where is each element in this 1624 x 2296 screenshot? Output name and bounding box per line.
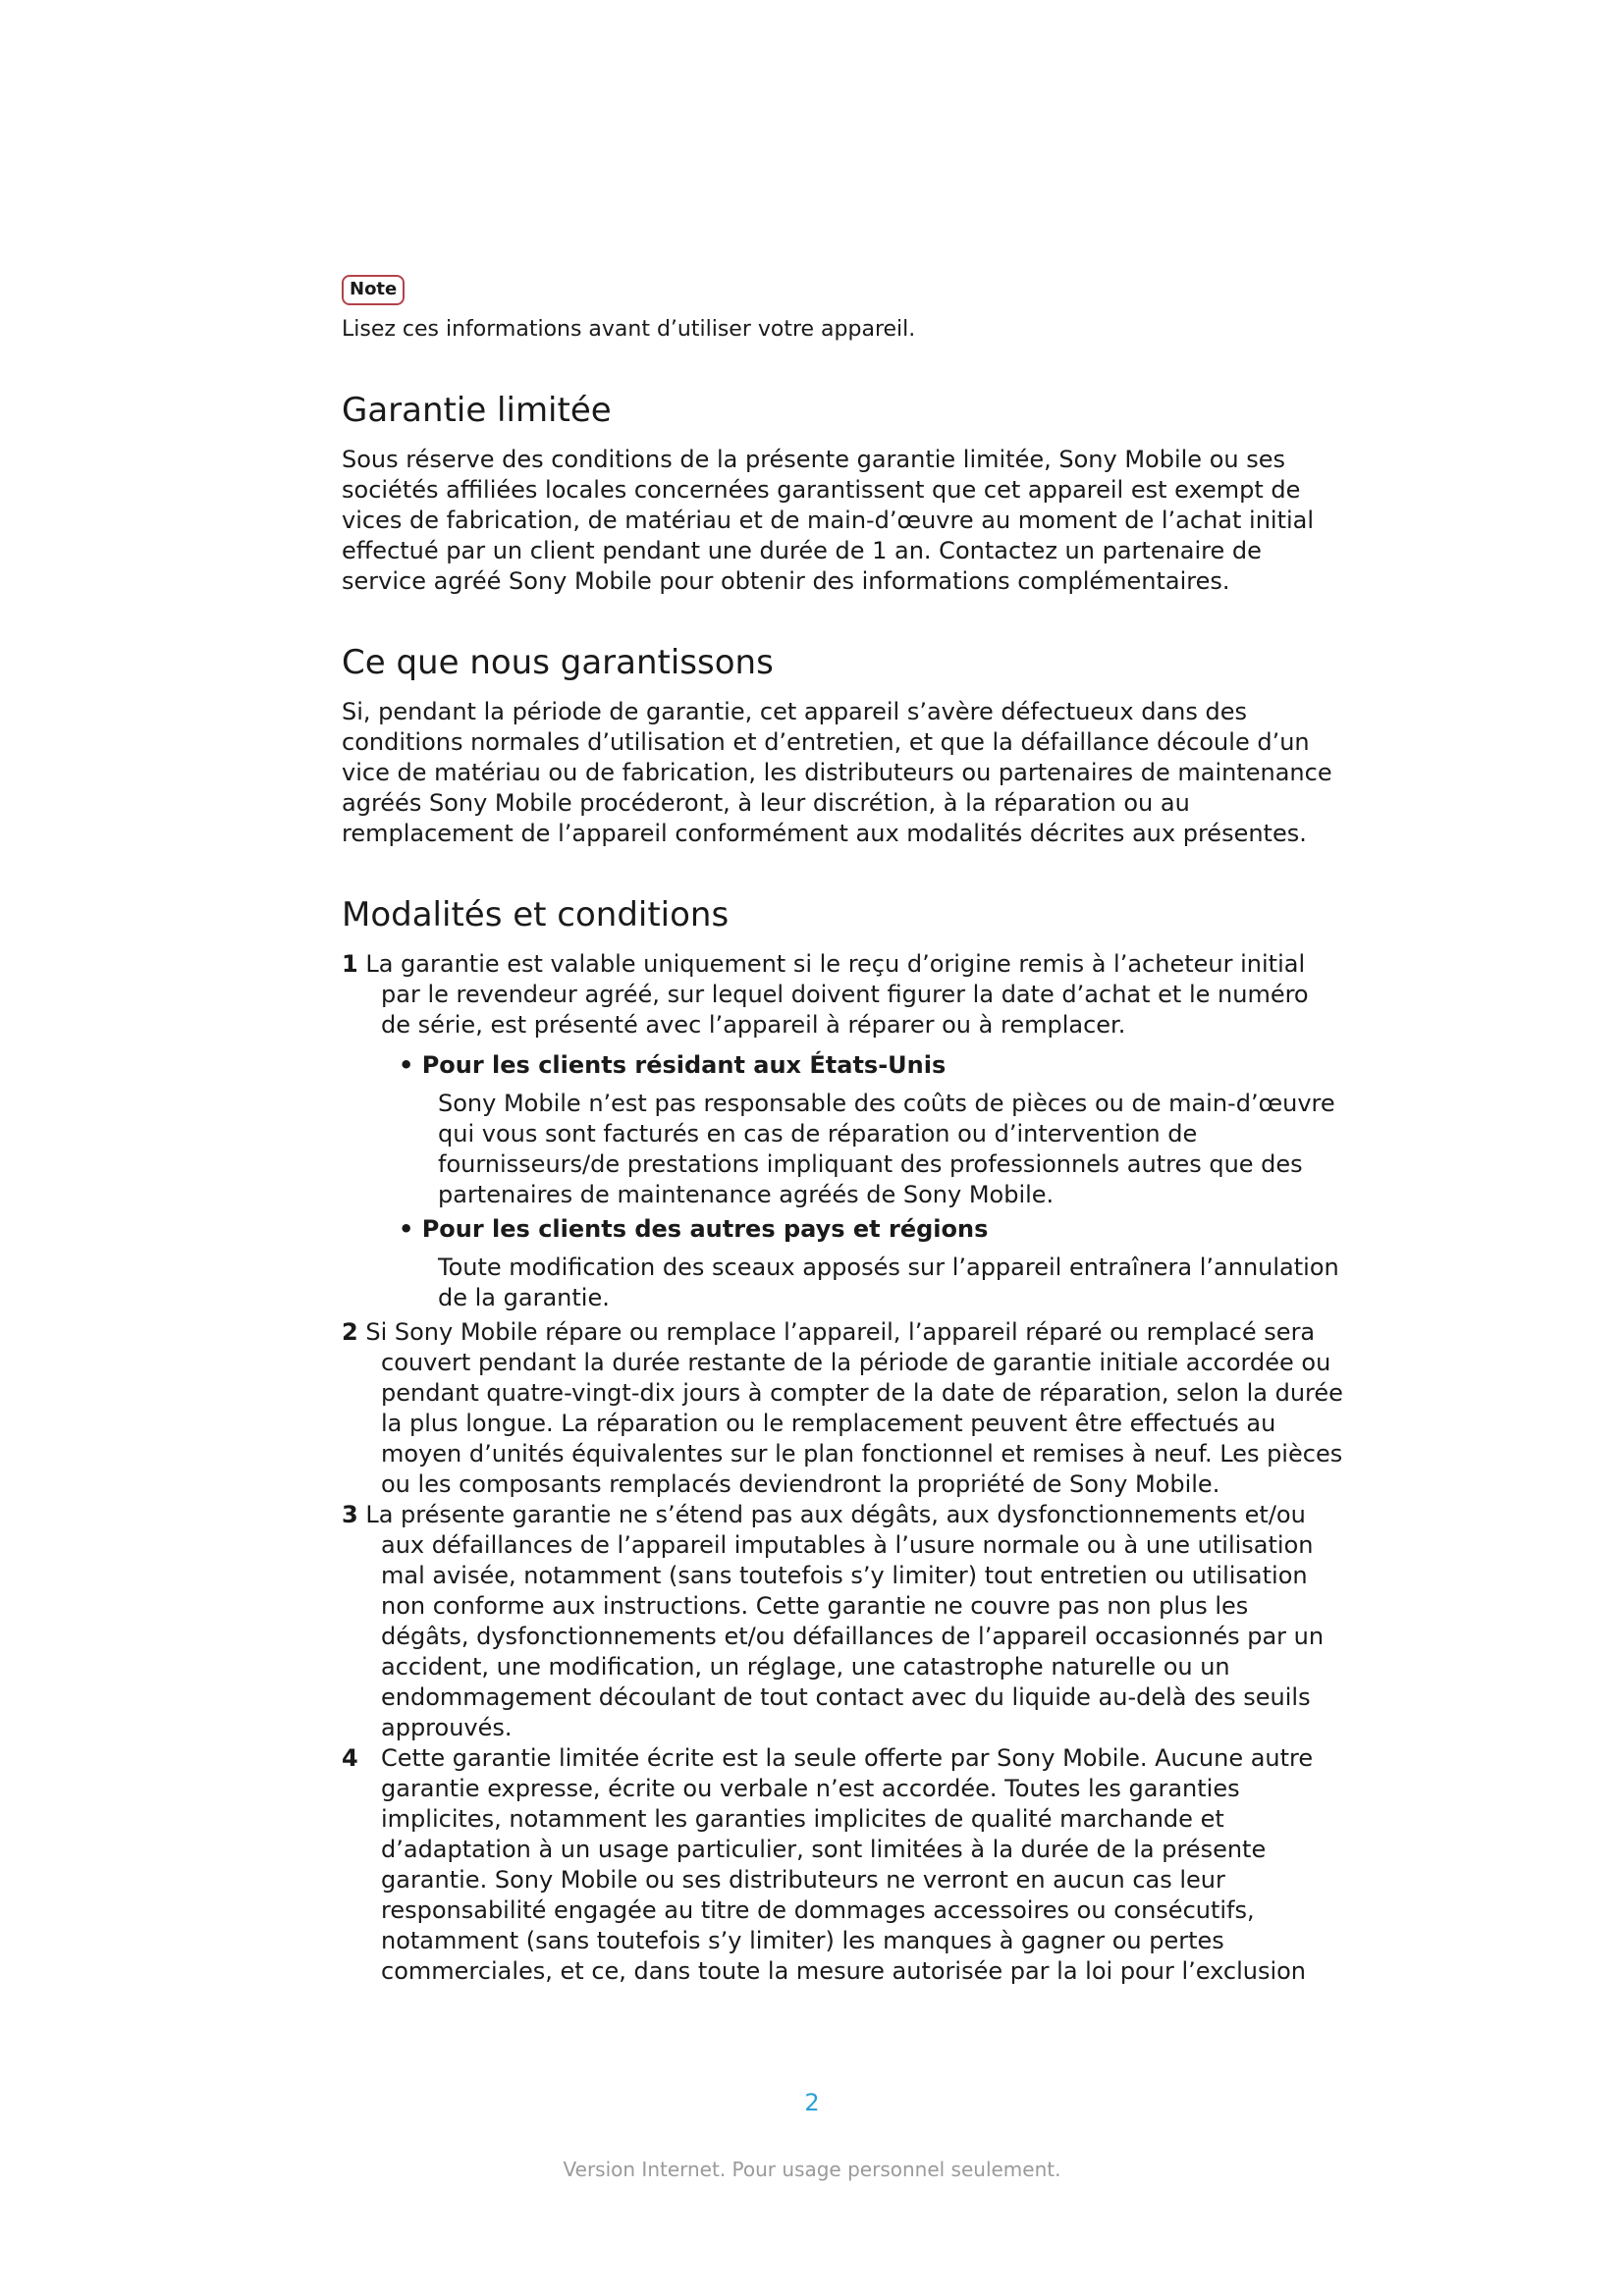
section-title-modalites-conditions: Modalités et conditions [342,895,730,934]
term-text: La garantie est valable uniquement si le reçu d’origine remis à l’acheteur initial par le revendeur agréé, sur lequel doivent figurer la date d’achat et le numéro de série, est présenté avec l’appareil à réparer ou à remplacer. [365,950,1309,1039]
term-sub-usa [381,1050,1343,1210]
term-item-3 [342,1500,1343,1743]
sub-text: Toute modification des sceaux apposés sur l’appareil entraînera l’annulation de la garantie. [438,1254,1339,1311]
section-body-ce-que-nous-garantissons: Si, pendant la période de garantie, cet appareil s’avère défectueux dans des conditions normales d’utilisation et d’entretien, et que la défaillance découle d’un vice de matériau ou de fabrication, les distributeurs ou partenaires de maintenance agréés Sony Mobile procéderont, à leur discrétion, à la réparation ou au remplacement de l’appareil conformément aux modalités décrites aux présentes. [342,698,1332,847]
term-text: La présente garantie ne s’étend pas aux dégâts, aux dysfonctionnements et/ou aux défaillances de l’appareil imputables à l’usure normale ou à une utilisation mal avisée, notamment (sans toutefois s’y limiter) tout entretien ou utilisation non conforme aux instructions. Cette garantie ne couvre pas non plus les dégâts, dysfonctionnements et/ou défaillances de l’appareil occasionnés par un accident, une modification, un réglage, une catastrophe naturelle ou un endommagement découlant de tout contact avec du liquide au-delà des seuils approuvés. [365,1501,1325,1741]
sub-heading: • Pour les clients des autres pays et régions [399,1215,989,1243]
term-sub-other-regions [381,1214,1343,1313]
term-number: 4 [342,1744,358,1772]
section-body-garantie-limitee: Sous réserve des conditions de la présente garantie limitée, Sony Mobile ou ses sociétés affiliées locales concernées garantissent que cet appareil est exempt de vices de fabrication, de matériau et de main-d’œuvre au moment de l’achat initial effectué par un client pendant une durée de 1 an. Contactez un partenaire de service agréé Sony Mobile pour obtenir des informations complémentaires. [342,446,1315,595]
term-number: 2 [342,1318,358,1346]
term-item-4 [342,1743,1343,1987]
term-text: Si Sony Mobile répare ou remplace l’appareil, l’appareil réparé ou remplacé sera couvert pendant la durée restante de la période de garantie initiale accordée ou pendant quatre-vingt-dix jours à compter de la date de réparation, selon la durée la plus longue. La réparation ou le remplacement peuvent être effectués au moyen d’unités équivalentes sur le plan fonctionnel et remises à neuf. Les pièces ou les composants remplacés deviendront la propriété de Sony Mobile. [365,1318,1343,1498]
footer-note: Version Internet. Pour usage personnel seulement. [563,2158,1061,2181]
term-number: 1 [342,950,358,978]
document-page [342,275,1343,1987]
sub-text: Sony Mobile n’est pas responsable des coûts de pièces ou de main-d’œuvre qui vous sont facturés en cas de réparation ou d’intervention de fournisseurs/de prestations impliquant des professionnels autres que des partenaires de maintenance agréés de Sony Mobile. [438,1090,1335,1208]
page-number: 2 [804,2089,820,2116]
term-item-1 [342,949,1343,1313]
note-badge: Note [342,275,405,305]
term-text: Cette garantie limitée écrite est la seule offerte par Sony Mobile. Aucune autre garantie expresse, écrite ou verbale n’est accordée. Toutes les garanties implicites, notamment les garanties implicites de qualité marchande et d’adaptation à un usage particulier, sont limitées à la durée de la présente garantie. Sony Mobile ou ses distributeurs ne verront en aucun cas leur responsabilité engagée au titre de dommages accessoires ou consécutifs, notamment (sans toutefois s’y limiter) les manques à gagner ou pertes commerciales, et ce, dans toute la mesure autorisée par la loi pour l’exclusion [381,1744,1314,1985]
terms-list [342,949,1343,1987]
section-title-ce-que-nous-garantissons: Ce que nous garantissons [342,643,774,682]
section-title-garantie-limitee: Garantie limitée [342,391,612,430]
sub-heading: • Pour les clients résidant aux États-Unis [399,1051,947,1079]
note-text: Lisez ces informations avant d’utiliser votre appareil. [342,317,916,342]
note-block [342,275,1343,345]
term-item-2 [342,1317,1343,1500]
term-number: 3 [342,1501,358,1528]
